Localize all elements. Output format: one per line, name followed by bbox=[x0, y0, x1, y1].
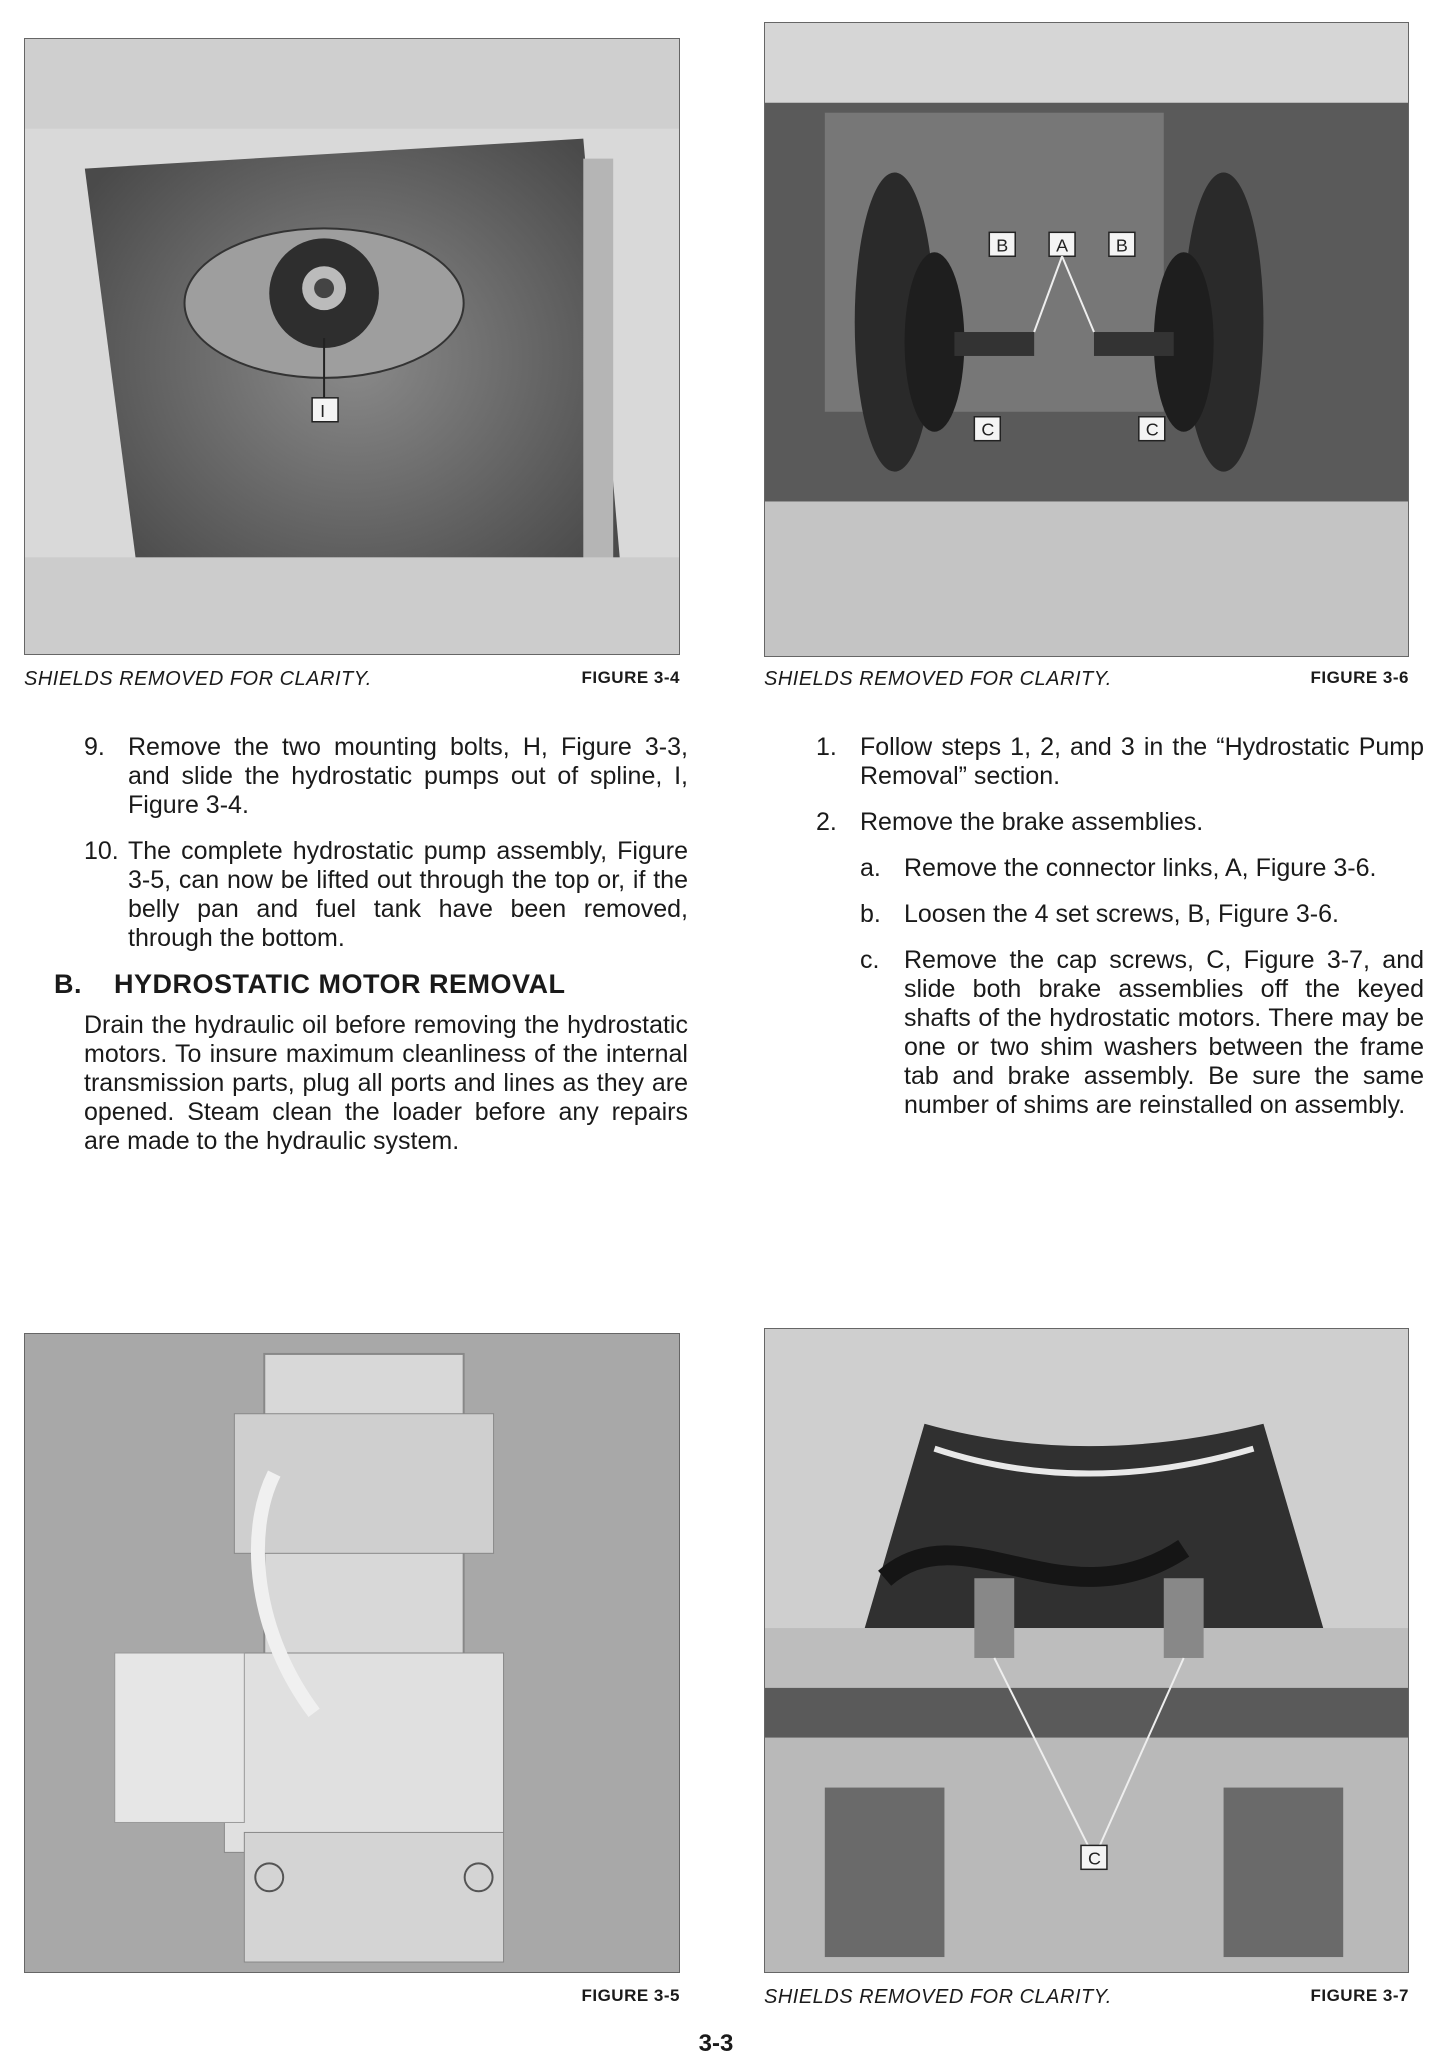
figure-3-4-photo bbox=[24, 38, 680, 655]
figure-3-6-caption bbox=[764, 668, 1409, 691]
substep-a-letter: a. bbox=[860, 854, 881, 882]
figure-3-7-label: FIGURE 3-7 bbox=[1310, 1986, 1409, 2005]
section-heading bbox=[54, 970, 688, 999]
section-letter: B. bbox=[54, 969, 82, 999]
step-2-number: 2. bbox=[816, 808, 837, 836]
section-title: HYDROSTATIC MOTOR REMOVAL bbox=[114, 969, 566, 999]
figure-3-4-caption bbox=[24, 668, 680, 691]
substep-c bbox=[860, 946, 1424, 1120]
step-9 bbox=[84, 733, 688, 820]
substep-b-text: Loosen the 4 set screws, B, Figure 3-6. bbox=[904, 900, 1339, 928]
substep-c-letter: c. bbox=[860, 946, 880, 974]
figure-3-5-photo bbox=[24, 1333, 680, 1973]
step-10-text: The complete hydrostatic pump assembly, Figure 3-5, can now be lifted out through the top or, if the belly pan and fuel tank have been removed, through the bottom. bbox=[128, 837, 688, 952]
figure-3-6-note: SHIELDS REMOVED FOR CLARITY. bbox=[764, 668, 1112, 690]
substep-a bbox=[860, 854, 1424, 883]
callout-b-left: B bbox=[996, 235, 1009, 256]
figure-3-6-photo bbox=[764, 22, 1409, 657]
step-9-text: Remove the two mounting bolts, H, Figure 3-3, and slide the hydrostatic pumps out of spline, I, Figure 3-4. bbox=[128, 733, 688, 819]
substeps bbox=[816, 854, 1424, 1120]
substep-a-text: Remove the connector links, A, Figure 3-6. bbox=[904, 854, 1377, 882]
section-paragraph: Drain the hydraulic oil before removing the hydrostatic motors. To insure maximum cleanliness of the internal transmission parts, plug all ports and lines as they are opened. Steam clean the loader before any repairs are made to the hydraulic system. bbox=[84, 1011, 688, 1155]
step-2 bbox=[816, 808, 1424, 837]
figure-3-4-label: FIGURE 3-4 bbox=[581, 668, 680, 687]
callout-c: C bbox=[1087, 1848, 1101, 1869]
figure-3-7-caption bbox=[764, 1986, 1409, 2009]
callout-i-label: I bbox=[320, 400, 326, 421]
callout-c-right: C bbox=[1145, 419, 1159, 440]
page-number: 3-3 bbox=[698, 2030, 734, 2057]
figure-3-7-note: SHIELDS REMOVED FOR CLARITY. bbox=[764, 1986, 1112, 2008]
step-1-text: Follow steps 1, 2, and 3 in the “Hydrostatic Pump Removal” section. bbox=[860, 733, 1424, 790]
figure-3-7-photo bbox=[764, 1328, 1409, 1973]
figure-3-4-note: SHIELDS REMOVED FOR CLARITY. bbox=[24, 668, 372, 690]
step-1 bbox=[816, 733, 1424, 791]
left-column-text bbox=[54, 733, 688, 1156]
right-column-text bbox=[816, 733, 1424, 1137]
step-10-number: 10. bbox=[84, 837, 119, 865]
step-10 bbox=[84, 837, 688, 953]
callout-b-right: B bbox=[1115, 235, 1128, 256]
step-1-number: 1. bbox=[816, 733, 837, 761]
substep-b-letter: b. bbox=[860, 900, 881, 928]
step-9-number: 9. bbox=[84, 733, 105, 761]
callout-a: A bbox=[1056, 235, 1069, 256]
callout-c-left: C bbox=[981, 419, 995, 440]
figure-3-6-label: FIGURE 3-6 bbox=[1310, 668, 1409, 687]
substep-c-text: Remove the cap screws, C, Figure 3-7, and slide both brake assemblies off the keyed shafts of the hydrostatic motors. There may be one or two shim washers between the frame tab and brake assembly. Be sure the same number of shims are reinstalled on assembly. bbox=[904, 946, 1424, 1119]
substep-b bbox=[860, 900, 1424, 929]
figure-3-5-label: FIGURE 3-5 bbox=[581, 1986, 680, 2005]
step-2-text: Remove the brake assemblies. bbox=[860, 808, 1204, 836]
